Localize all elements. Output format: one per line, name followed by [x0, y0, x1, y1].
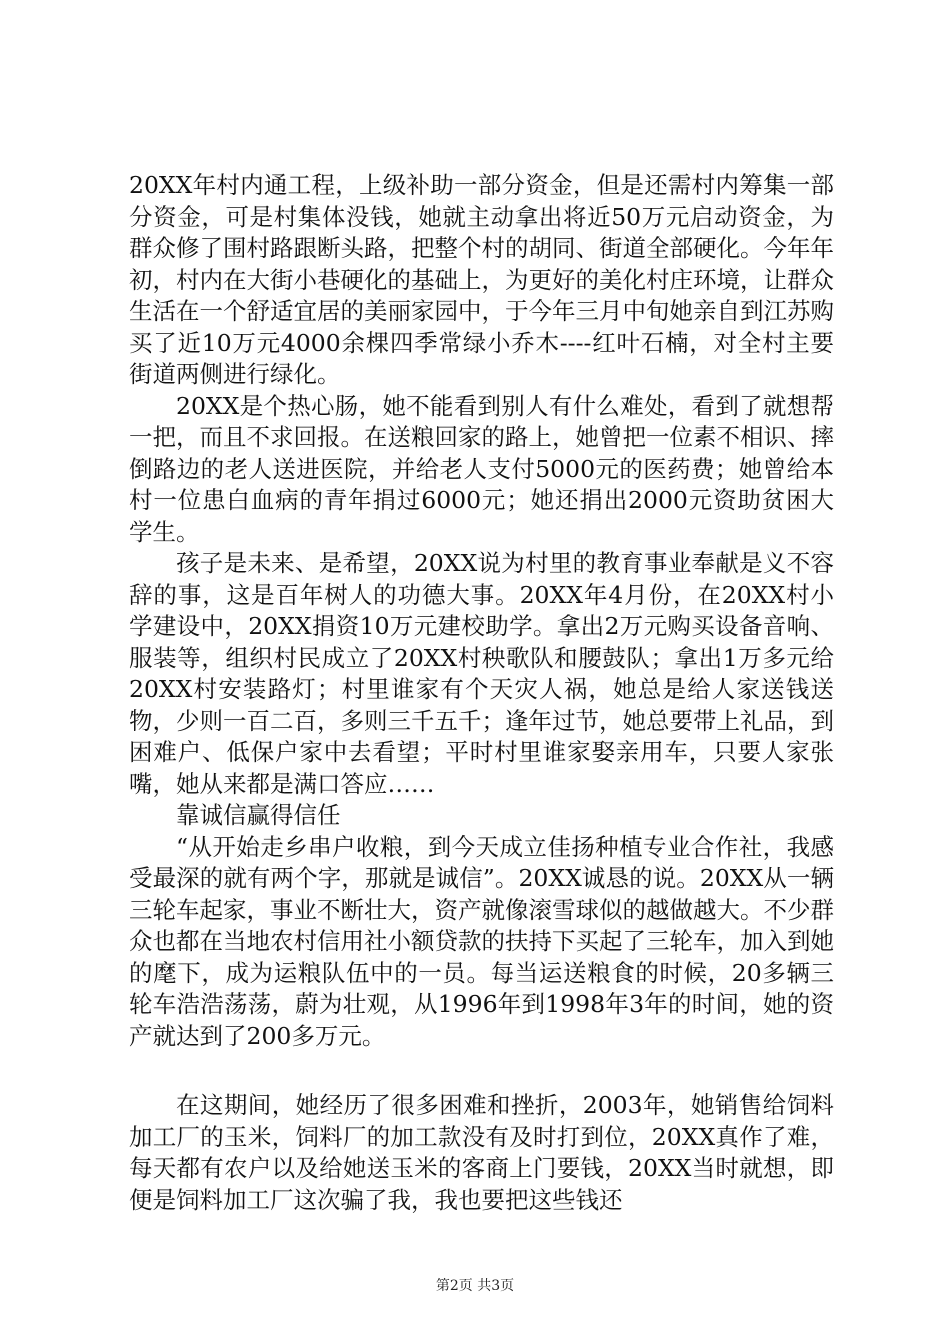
paragraph-5: 在这期间，她经历了很多困难和挫折，2003年，她销售给饲料加工厂的玉米，饲料厂的加工款没有及时打到位，20XX真作了难，每天都有农户以及给她送玉米的客商上门要钱，20XX当时就想，即便是饲料加工厂这次骗了我，我也要把这些钱还: [129, 1091, 834, 1214]
paragraph-3: 孩子是未来、是希望，20XX说为村里的教育事业奉献是义不容辞的事，这是百年树人的功德大事。20XX年4月份，在20XX村小学建设中，20XX捐资10万元建校助学。拿出2万元购买设备音响、服装等，组织村民成立了20XX村秧歌队和腰鼓队；拿出1万多元给20XX村安装路灯；村里谁家有个天灾人祸，她总是给人家送钱送物，少则一百二百，多则三千五千；逢年过节，她总要带上礼品，到困难户、低保户家中去看望；平时村里谁家娶亲用车，只要人家张嘴，她从来都是满口答应……: [129, 549, 834, 798]
section-heading: 靠诚信赢得信任: [176, 801, 341, 829]
page-footer: 第2页 共3页: [435, 1278, 515, 1294]
paragraph-1: 20XX年村内通工程，上级补助一部分资金，但是还需村内筹集一部分资金，可是村集体没钱，她就主动拿出将近50万元启动资金，为群众修了围村路跟断头路，把整个村的胡同、街道全部硬化。今年年初，村内在大街小巷硬化的基础上，为更好的美化村庄环境，让群众生活在一个舒适宜居的美丽家园中，于今年三月中旬她亲自到江苏购买了近10万元4000余棵四季常绿小乔木----红叶石楠，对全村主要街道两侧进行绿化。: [129, 171, 834, 388]
paragraph-spacer: [129, 1052, 834, 1090]
document-body: [129, 170, 834, 1216]
paragraph-2: 20XX是个热心肠，她不能看到别人有什么难处，看到了就想帮一把，而且不求回报。在送粮回家的路上，她曾把一位素不相识、摔倒路边的老人送进医院，并给老人支付5000元的医药费；她曾给本村一位患白血病的青年捐过6000元；她还捐出2000元资助贫困大学生。: [129, 391, 834, 546]
paragraph-4: “从开始走乡串户收粮，到今天成立佳扬种植专业合作社，我感受最深的就有两个字，那就是诚信”。20XX诚恳的说。20XX从一辆三轮车起家，事业不断壮大，资产就像滚雪球似的越做越大。不少群众也都在当地农村信用社小额贷款的扶持下买起了三轮车，加入到她的麾下，成为运粮队伍中的一员。每当运送粮食的时候，20多辆三轮车浩浩荡荡，蔚为壮观，从1996年到1998年3年的时间，她的资产就达到了200多万元。: [129, 832, 834, 1050]
